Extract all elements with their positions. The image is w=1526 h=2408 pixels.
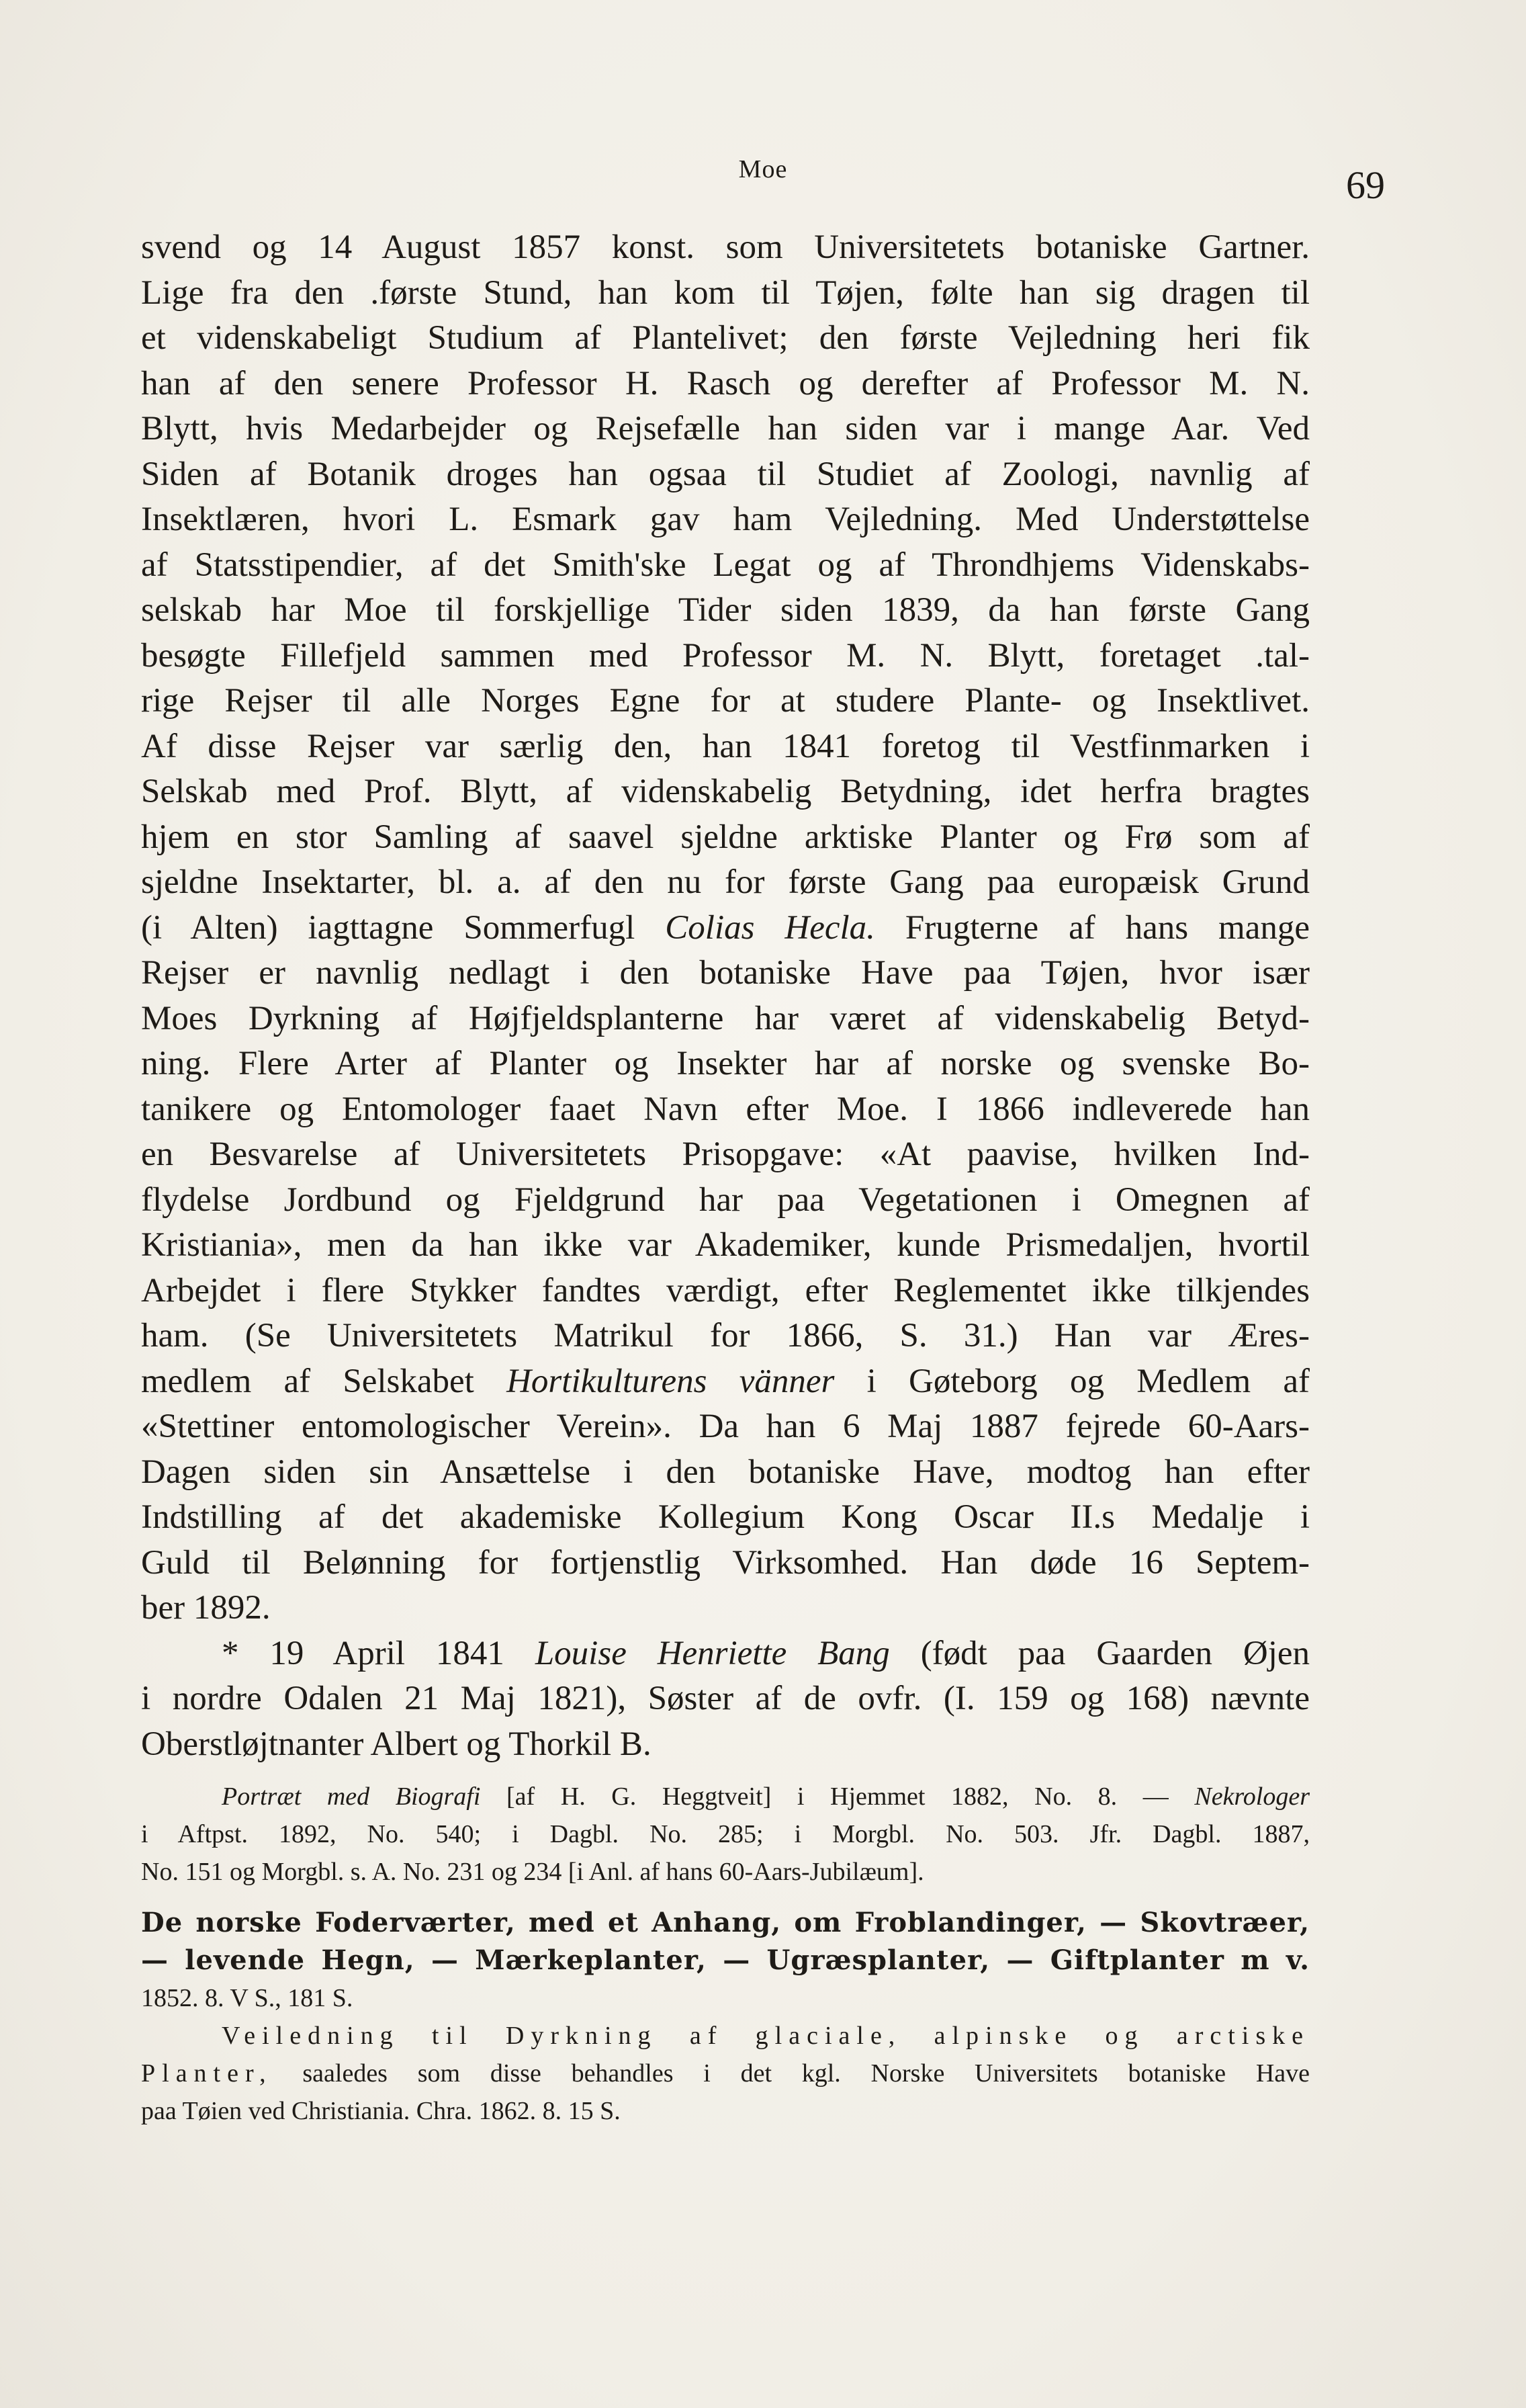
- text-line: ber 1892.: [141, 1589, 271, 1627]
- text-line: Siden af Botanik droges han ogsaa til Studiet af Zoologi, navnlig af: [141, 455, 1310, 493]
- italic-taxon: Colias Hecla.: [665, 908, 875, 947]
- text-line: han af den senere Professor H. Rasch og derefter af Professor M. N.: [141, 364, 1310, 402]
- text-segment: medlem af Selskabet: [141, 1362, 474, 1400]
- text-line: Kristiania», men da han ikke var Akademiker, kunde Prismedaljen, hvortil: [141, 1226, 1310, 1264]
- blackletter-line: — levende Hegn, — Mærkeplanter, — Ugræsplanter, — Giftplanter m v.: [141, 1944, 1310, 1976]
- spacer: [141, 1891, 1310, 1904]
- note-line: paa Tøien ved Christiania. Chra. 1862. 8. 15 S.: [141, 2097, 621, 2125]
- text-line: i nordre Odalen 21 Maj 1821), Søster af de ovfr. (I. 159 og 168) nævnte: [141, 1680, 1310, 1717]
- text-line: Lige fra den .første Stund, han kom til Tøjen, følte han sig dragen til: [141, 273, 1310, 312]
- text-line: besøgte Fillefjeld sammen med Professor M. N. Blytt, foretaget .tal-: [141, 636, 1310, 675]
- text-line: Oberstløjtnanter Albert og Thorkil B.: [141, 1725, 652, 1763]
- text-line: rige Rejser til alle Norges Egne for at studere Plante- og Insektlivet.: [141, 682, 1310, 720]
- text-line: ning. Flere Arter af Planter og Insekter har af norske og svenske Bo-: [141, 1045, 1310, 1082]
- text-line: Guld til Belønning for fortjenstlig Virksomhed. Han døde 16 Septem-: [141, 1543, 1310, 1582]
- text-line: Insektlæren, hvori L. Esmark gav ham Vejledning. Med Understøttelse: [141, 501, 1310, 538]
- text-segment: [af H. G. Heggtveit] i Hjemmet 1882, No. 8. —: [506, 1782, 1169, 1811]
- text-line-marriage: [141, 1631, 1310, 1677]
- text-line: Selskab med Prof. Blytt, af videnskabelig Betydning, idet herfra bragtes: [141, 773, 1310, 810]
- text-segment: (i Alten) iagttagne Sommerfugl: [141, 908, 635, 947]
- note-line: No. 151 og Morgbl. s. A. No. 231 og 234 [i Anl. af hans 60-Aars-Jubilæum].: [141, 1858, 924, 1886]
- blackletter-line: De norske Foderværter, med et Anhang, om Froblandinger, — Skovtræer,: [141, 1907, 1310, 1938]
- note-line: 1852. 8. V S., 181 S.: [141, 1984, 353, 2012]
- text-segment: (født paa Gaarden Øjen: [920, 1634, 1310, 1672]
- running-head: Moe: [738, 155, 788, 183]
- text-line: ham. (Se Universitetets Matrikul for 1866, S. 31.) Han var Æres-: [141, 1317, 1310, 1354]
- text-line: Af disse Rejser var særlig den, han 1841 foretog til Vestfinmarken i: [141, 727, 1310, 765]
- text-line: Rejser er navnlig nedlagt i den botaniske Have paa Tøjen, hvor især: [141, 954, 1310, 992]
- text-line: en Besvarelse af Universitetets Prisopgave: «At paavise, hvilken Ind-: [141, 1135, 1310, 1173]
- italic-society: Hortikulturens vänner: [506, 1362, 835, 1400]
- italic-name: Louise Henriette Bang: [535, 1634, 890, 1672]
- text-segment: i Gøteborg og Medlem af: [866, 1362, 1310, 1400]
- spaced-word: Planter,: [141, 2059, 273, 2088]
- notes-section: [141, 1778, 1310, 2130]
- text-line: hjem en stor Samling af saavel sjeldne arktiske Planter og Frø som af: [141, 818, 1310, 856]
- text-segment: 19 April 1841: [269, 1634, 504, 1672]
- note-line: [141, 1778, 1310, 1815]
- note-line: [141, 2055, 1310, 2092]
- text-line: flydelse Jordbund og Fjeldgrund har paa Vegetationen i Omegnen af: [141, 1180, 1310, 1219]
- text-line: af Statsstipendier, af det Smith'ske Legat og af Throndhjems Videnskabs-: [141, 546, 1310, 584]
- note-line: Veiledning til Dyrkning af glaciale, alpinske og arctiske: [222, 2022, 1310, 2050]
- italic-portrait: Portræt med Biografi: [222, 1782, 481, 1811]
- page-number: 69: [1346, 163, 1385, 207]
- page-header: [141, 148, 1385, 207]
- text-line: Arbejdet i flere Stykker fandtes værdigt, efter Reglementet ikke tilkjendes: [141, 1271, 1310, 1309]
- text-line: tanikere og Entomologer faaet Navn efter Moe. I 1866 indleverede han: [141, 1090, 1310, 1128]
- body-text: [141, 225, 1310, 1767]
- text-line: sjeldne Insektarter, bl. a. af den nu for første Gang paa europæisk Grund: [141, 863, 1310, 901]
- text-line: et videnskabeligt Studium af Plantelivet; den første Vejledning heri fik: [141, 319, 1310, 357]
- italic-nekrologer: Nekrologer: [1194, 1782, 1310, 1811]
- text-segment: saaledes som disse behandles i det kgl. Norske Universitets botaniske Have: [302, 2059, 1310, 2088]
- text-line: Indstilling af det akademiske Kollegium Kong Oscar II.s Medalje i: [141, 1498, 1310, 1536]
- text-line-colias: [141, 906, 1310, 951]
- text-line: Moes Dyrkning af Højfjeldsplanterne har været af videnskabelig Betyd-: [141, 999, 1310, 1037]
- note-line: i Aftpst. 1892, No. 540; i Dagbl. No. 285; i Morgbl. No. 503. Jfr. Dagbl. 1887,: [141, 1820, 1310, 1848]
- text-line: svend og 14 August 1857 konst. som Universitetets botaniske Gartner.: [141, 228, 1310, 266]
- asterisk-mark: *: [222, 1634, 239, 1672]
- text-line: «Stettiner entomologischer Verein». Da han 6 Maj 1887 fejrede 60-Aars-: [141, 1408, 1310, 1445]
- text-line-society: [141, 1359, 1310, 1405]
- text-line: Blytt, hvis Medarbejder og Rejsefælle han siden var i mange Aar. Ved: [141, 410, 1310, 447]
- text-line: Dagen siden sin Ansættelse i den botaniske Have, modtog han efter: [141, 1453, 1310, 1491]
- text-segment: Frugterne af hans mange: [905, 908, 1310, 947]
- text-line: selskab har Moe til forskjellige Tider siden 1839, da han første Gang: [141, 591, 1310, 629]
